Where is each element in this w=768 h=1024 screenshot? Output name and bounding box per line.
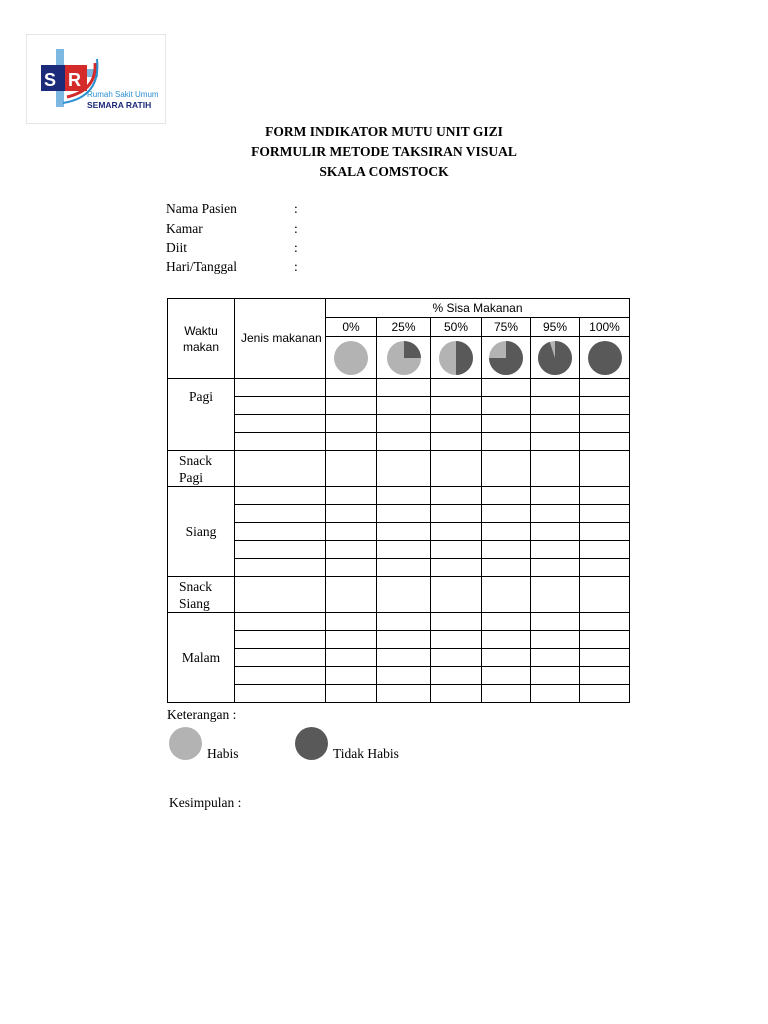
table-row — [168, 415, 630, 433]
sisa-cell[interactable] — [326, 577, 377, 613]
field-colon: : — [294, 221, 298, 236]
sisa-cell[interactable] — [482, 523, 531, 541]
pct-25: 25% — [377, 318, 431, 337]
sisa-cell[interactable] — [482, 379, 531, 397]
sisa-cell[interactable] — [377, 649, 431, 667]
table-row — [168, 685, 630, 703]
sisa-cell[interactable] — [531, 631, 580, 649]
logo-initial-s: S — [44, 70, 57, 90]
comstock-table — [167, 298, 630, 703]
jenis-makanan-cell[interactable] — [235, 613, 326, 631]
sisa-cell[interactable] — [580, 685, 630, 703]
jenis-makanan-cell[interactable] — [235, 487, 326, 505]
sisa-cell[interactable] — [431, 433, 482, 451]
field-colon: : — [294, 201, 298, 216]
field-label: Kamar — [166, 221, 203, 236]
header-waktu-makan: Waktu makan — [168, 299, 235, 379]
table-row — [168, 667, 630, 685]
keterangan-label: Keterangan : — [167, 707, 237, 722]
jenis-makanan-cell[interactable] — [235, 415, 326, 433]
meal-label-snack-pagi: Snack Pagi — [168, 451, 235, 487]
meal-label-pagi: Pagi — [168, 379, 235, 451]
pie-50-icon — [438, 340, 474, 376]
sisa-cell[interactable] — [431, 541, 482, 559]
jenis-makanan-cell[interactable] — [235, 577, 326, 613]
jenis-makanan-cell[interactable] — [235, 667, 326, 685]
pct-95: 95% — [531, 318, 580, 337]
sisa-cell[interactable] — [531, 397, 580, 415]
sisa-cell[interactable] — [531, 379, 580, 397]
pie-cell-0 — [326, 337, 377, 379]
sisa-cell[interactable] — [482, 487, 531, 505]
logo-line2: SEMARA RATIH — [87, 100, 152, 110]
sisa-cell[interactable] — [531, 451, 580, 487]
sisa-cell[interactable] — [580, 559, 630, 577]
jenis-makanan-cell[interactable] — [235, 505, 326, 523]
sisa-cell[interactable] — [326, 379, 377, 397]
sisa-cell[interactable] — [377, 487, 431, 505]
form-title-line3: SKALA COMSTOCK — [319, 164, 449, 179]
jenis-makanan-cell[interactable] — [235, 631, 326, 649]
field-nama-pasien[interactable] — [166, 201, 298, 217]
table-row — [168, 613, 630, 631]
pie-75-icon — [488, 340, 524, 376]
sisa-cell[interactable] — [482, 631, 531, 649]
sisa-cell[interactable] — [531, 541, 580, 559]
sisa-cell[interactable] — [531, 433, 580, 451]
sisa-cell[interactable] — [377, 631, 431, 649]
logo-mark-icon — [27, 35, 167, 125]
habis-circle-icon — [169, 727, 202, 760]
sisa-cell[interactable] — [482, 415, 531, 433]
logo-initial-r: R — [68, 70, 81, 90]
sisa-cell[interactable] — [580, 379, 630, 397]
sisa-cell[interactable] — [580, 487, 630, 505]
sisa-cell[interactable] — [326, 649, 377, 667]
sisa-cell[interactable] — [377, 541, 431, 559]
sisa-cell[interactable] — [482, 649, 531, 667]
hospital-logo — [26, 34, 166, 124]
sisa-cell[interactable] — [431, 631, 482, 649]
sisa-cell[interactable] — [531, 523, 580, 541]
jenis-makanan-cell[interactable] — [235, 451, 326, 487]
sisa-cell[interactable] — [482, 541, 531, 559]
legend-tidak-habis: Tidak Habis — [333, 746, 399, 761]
pie-95-icon — [537, 340, 573, 376]
sisa-cell[interactable] — [377, 523, 431, 541]
sisa-cell[interactable] — [431, 451, 482, 487]
sisa-cell[interactable] — [482, 559, 531, 577]
sisa-cell[interactable] — [377, 415, 431, 433]
pct-50: 50% — [431, 318, 482, 337]
sisa-cell[interactable] — [431, 559, 482, 577]
table-row — [168, 487, 630, 505]
sisa-cell[interactable] — [326, 415, 377, 433]
sisa-cell[interactable] — [377, 577, 431, 613]
sisa-cell[interactable] — [431, 415, 482, 433]
field-colon: : — [294, 259, 298, 274]
field-label: Nama Pasien — [166, 201, 237, 216]
sisa-cell[interactable] — [326, 487, 377, 505]
sisa-cell[interactable] — [531, 415, 580, 433]
sisa-cell[interactable] — [431, 487, 482, 505]
field-colon: : — [294, 240, 298, 255]
jenis-makanan-cell[interactable] — [235, 523, 326, 541]
sisa-cell[interactable] — [326, 523, 377, 541]
sisa-cell[interactable] — [580, 523, 630, 541]
sisa-cell[interactable] — [326, 541, 377, 559]
sisa-cell[interactable] — [377, 559, 431, 577]
sisa-cell[interactable] — [531, 487, 580, 505]
sisa-cell[interactable] — [377, 397, 431, 415]
sisa-cell[interactable] — [531, 559, 580, 577]
pie-25-icon — [386, 340, 422, 376]
sisa-cell[interactable] — [482, 667, 531, 685]
header-sisa-makanan: % Sisa Makanan — [326, 299, 630, 318]
sisa-cell[interactable] — [531, 649, 580, 667]
sisa-cell[interactable] — [431, 613, 482, 631]
tidak-habis-circle-icon — [295, 727, 328, 760]
table-row — [168, 559, 630, 577]
pie-cell-100 — [580, 337, 630, 379]
jenis-makanan-cell[interactable] — [235, 685, 326, 703]
sisa-cell[interactable] — [377, 685, 431, 703]
sisa-cell[interactable] — [482, 451, 531, 487]
sisa-cell[interactable] — [580, 613, 630, 631]
sisa-cell[interactable] — [531, 613, 580, 631]
logo-line1: Rumah Sakit Umum — [87, 90, 159, 99]
sisa-cell[interactable] — [431, 397, 482, 415]
sisa-cell[interactable] — [580, 451, 630, 487]
field-diit[interactable] — [166, 240, 298, 256]
form-title-line1: FORM INDIKATOR MUTU UNIT GIZI — [265, 124, 503, 139]
pie-cell-95 — [531, 337, 580, 379]
sisa-cell[interactable] — [580, 631, 630, 649]
sisa-cell[interactable] — [482, 397, 531, 415]
jenis-makanan-cell[interactable] — [235, 541, 326, 559]
sisa-cell[interactable] — [580, 577, 630, 613]
sisa-cell[interactable] — [377, 433, 431, 451]
table-row — [168, 505, 630, 523]
field-label: Hari/Tanggal — [166, 259, 238, 274]
table-row — [168, 631, 630, 649]
sisa-cell[interactable] — [431, 577, 482, 613]
sisa-cell[interactable] — [326, 685, 377, 703]
jenis-makanan-cell[interactable] — [235, 379, 326, 397]
form-title-line2: FORMULIR METODE TAKSIRAN VISUAL — [251, 144, 517, 159]
sisa-cell[interactable] — [531, 505, 580, 523]
sisa-cell[interactable] — [377, 613, 431, 631]
pct-100: 100% — [580, 318, 630, 337]
sisa-cell[interactable] — [326, 505, 377, 523]
sisa-cell[interactable] — [531, 577, 580, 613]
pie-cell-50 — [431, 337, 482, 379]
field-label: Diit — [166, 240, 188, 255]
table-row — [168, 451, 630, 487]
sisa-cell[interactable] — [377, 505, 431, 523]
table-row — [168, 541, 630, 559]
jenis-makanan-cell[interactable] — [235, 649, 326, 667]
sisa-cell[interactable] — [482, 613, 531, 631]
kesimpulan-label: Kesimpulan : — [169, 795, 242, 810]
sisa-cell[interactable] — [580, 397, 630, 415]
sisa-cell[interactable] — [580, 649, 630, 667]
table-row — [168, 649, 630, 667]
meal-label-siang: Siang — [168, 487, 235, 577]
table-row — [168, 577, 630, 613]
sisa-cell[interactable] — [326, 667, 377, 685]
sisa-cell[interactable] — [377, 667, 431, 685]
sisa-cell[interactable] — [326, 631, 377, 649]
field-kamar[interactable] — [166, 221, 298, 237]
pct-75: 75% — [482, 318, 531, 337]
legend-habis: Habis — [207, 746, 239, 761]
pie-0-icon — [333, 340, 369, 376]
sisa-cell[interactable] — [482, 577, 531, 613]
sisa-cell[interactable] — [326, 397, 377, 415]
header-jenis-makanan: Jenis makanan — [235, 299, 326, 379]
sisa-cell[interactable] — [431, 685, 482, 703]
sisa-cell[interactable] — [326, 433, 377, 451]
sisa-cell[interactable] — [377, 451, 431, 487]
jenis-makanan-cell[interactable] — [235, 433, 326, 451]
pie-cell-25 — [377, 337, 431, 379]
pct-0: 0% — [326, 318, 377, 337]
sisa-cell[interactable] — [431, 505, 482, 523]
sisa-cell[interactable] — [482, 433, 531, 451]
sisa-cell[interactable] — [580, 667, 630, 685]
field-hari-tanggal[interactable] — [166, 259, 298, 275]
sisa-cell[interactable] — [431, 667, 482, 685]
sisa-cell[interactable] — [580, 505, 630, 523]
meal-label-malam: Malam — [168, 613, 235, 703]
sisa-cell[interactable] — [531, 667, 580, 685]
sisa-cell[interactable] — [431, 379, 482, 397]
sisa-cell[interactable] — [482, 685, 531, 703]
meal-label-snack-siang: Snack Siang — [168, 577, 235, 613]
sisa-cell[interactable] — [431, 523, 482, 541]
table-row — [168, 433, 630, 451]
sisa-cell[interactable] — [580, 415, 630, 433]
sisa-cell[interactable] — [326, 451, 377, 487]
pie-100-icon — [587, 340, 623, 376]
sisa-cell[interactable] — [377, 379, 431, 397]
sisa-cell[interactable] — [580, 433, 630, 451]
sisa-cell[interactable] — [531, 685, 580, 703]
sisa-cell[interactable] — [326, 559, 377, 577]
sisa-cell[interactable] — [326, 613, 377, 631]
table-row — [168, 523, 630, 541]
jenis-makanan-cell[interactable] — [235, 397, 326, 415]
sisa-cell[interactable] — [482, 505, 531, 523]
sisa-cell[interactable] — [431, 649, 482, 667]
jenis-makanan-cell[interactable] — [235, 559, 326, 577]
sisa-cell[interactable] — [580, 541, 630, 559]
pie-cell-75 — [482, 337, 531, 379]
table-row — [168, 379, 630, 397]
table-row — [168, 397, 630, 415]
